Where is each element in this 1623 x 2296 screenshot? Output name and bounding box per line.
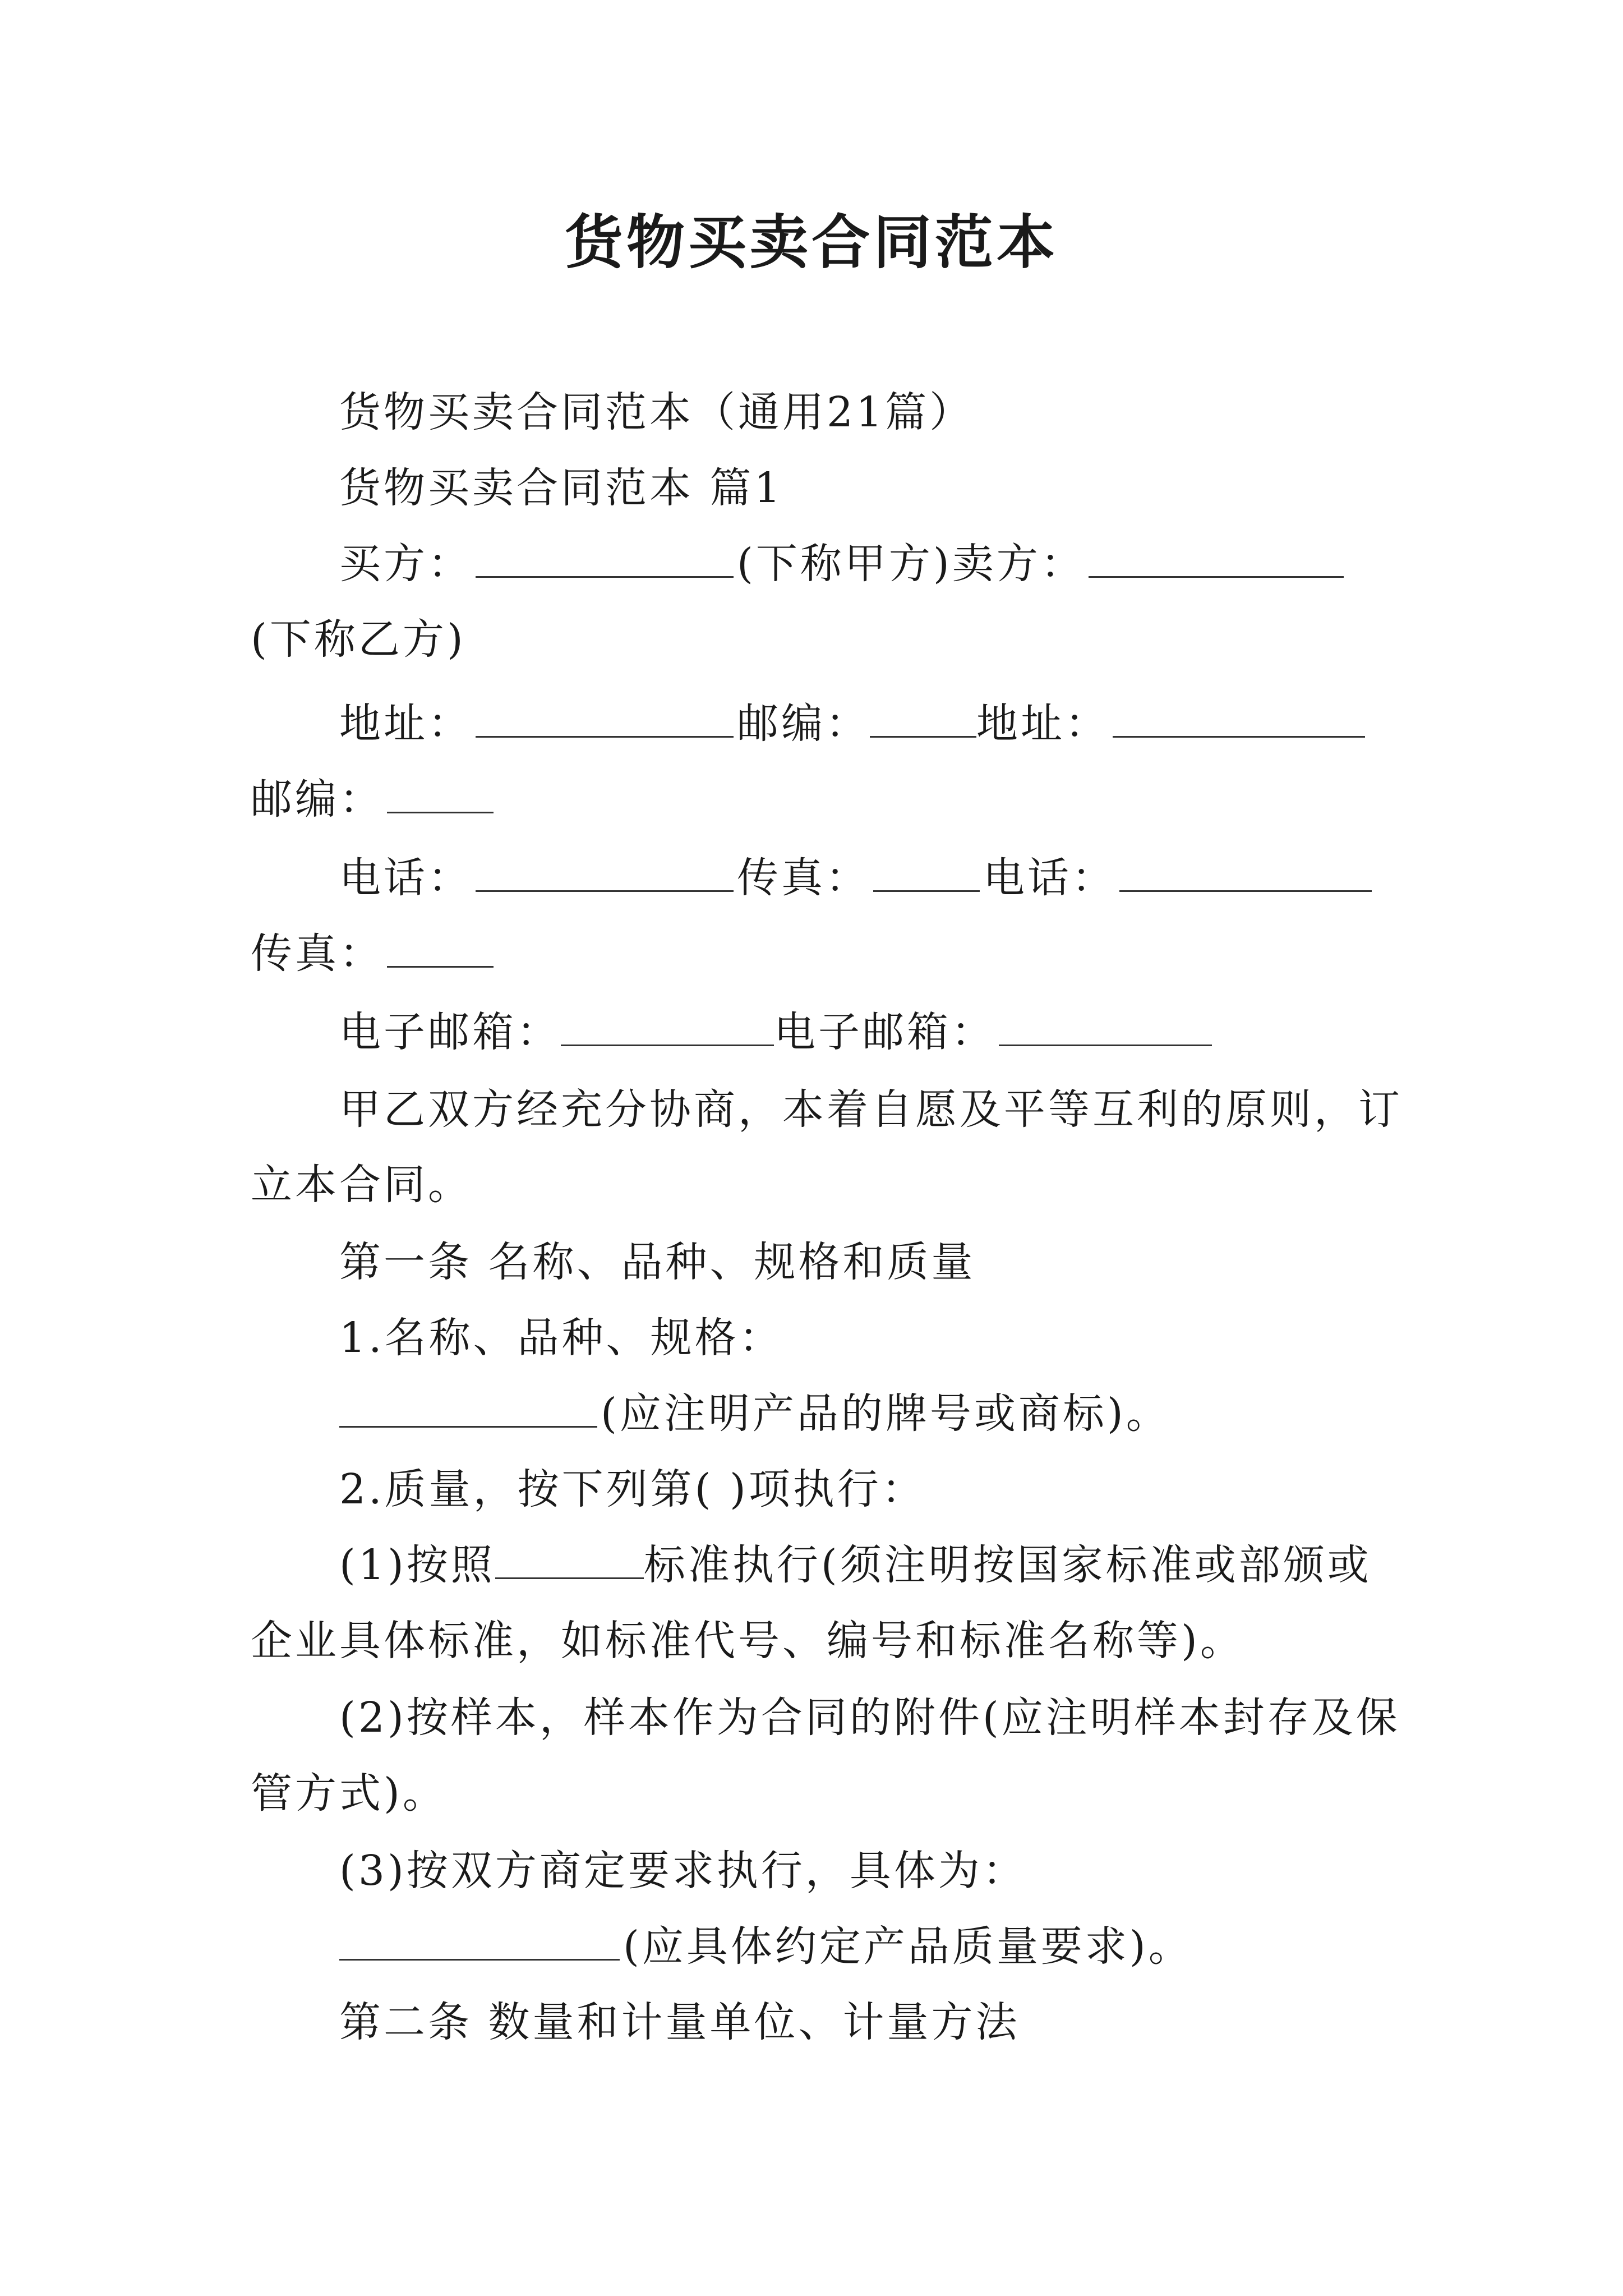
email-line bbox=[339, 1004, 1389, 1060]
quality-option-2: (2)按样本，样本作为合同的附件(应注明样本封存及保 bbox=[339, 1694, 1400, 1742]
email-label-b: 电子邮箱： bbox=[774, 1008, 995, 1056]
seller-suffix: (下称乙方) bbox=[251, 615, 466, 664]
postcode-blank-b[interactable] bbox=[387, 776, 494, 813]
standard-blank[interactable] bbox=[495, 1542, 644, 1579]
phone-blank-a[interactable] bbox=[476, 855, 734, 892]
email-label-a: 电子邮箱： bbox=[339, 1008, 561, 1056]
article-one-heading: 第一条 名称、品种、规格和质量 bbox=[339, 1238, 976, 1286]
address-label-b: 地址： bbox=[976, 700, 1109, 748]
fax-blank-a[interactable] bbox=[873, 855, 980, 892]
paragraph-agreement: 甲乙双方经充分协商，本着自愿及平等互利的原则，订 bbox=[339, 1085, 1403, 1134]
email-blank-b[interactable] bbox=[999, 1009, 1212, 1046]
postcode-line bbox=[251, 771, 1389, 827]
quality-option-1 bbox=[339, 1537, 1389, 1593]
quality-option-3: (3)按双方商定要求执行，具体为： bbox=[339, 1847, 1027, 1895]
phone-label-b: 电话： bbox=[983, 854, 1116, 902]
quality-option-3-blank-line bbox=[339, 1918, 1389, 1975]
buyer-label: 买方： bbox=[339, 540, 472, 588]
article-two-heading: 第二条 数量和计量单位、计量方法 bbox=[339, 1998, 1020, 2046]
clause-1: 1.名称、品种、规格： bbox=[339, 1314, 783, 1362]
postcode-label-b: 邮编： bbox=[251, 775, 384, 823]
quality-option-2-cont: 管方式)。 bbox=[251, 1769, 447, 1818]
clause-1-blank-line bbox=[339, 1386, 1389, 1442]
clause-1-note: (应注明产品的牌号或商标)。 bbox=[601, 1389, 1170, 1438]
seller-blank[interactable] bbox=[1089, 541, 1344, 578]
postcode-blank-a[interactable] bbox=[870, 701, 976, 738]
postcode-label-a: 邮编： bbox=[737, 700, 870, 748]
document-title: 货物买卖合同范本 bbox=[564, 208, 1058, 277]
product-name-blank[interactable] bbox=[339, 1391, 597, 1428]
quality-requirement-blank[interactable] bbox=[339, 1924, 620, 1961]
phone-blank-b[interactable] bbox=[1119, 855, 1372, 892]
address-line bbox=[339, 696, 1389, 752]
buyer-blank[interactable] bbox=[476, 541, 734, 578]
fax-blank-b[interactable] bbox=[387, 931, 494, 968]
option-1-text: 标准执行(须注明按国家标准或部颁或 bbox=[643, 1541, 1372, 1589]
quality-option-1-cont: 企业具体标准，如标准代号、编号和标准名称等)。 bbox=[251, 1617, 1244, 1665]
address-label-a: 地址： bbox=[339, 700, 472, 748]
address-blank-b[interactable] bbox=[1113, 701, 1365, 738]
quality-option-3-note: (应具体约定产品质量要求)。 bbox=[623, 1922, 1193, 1971]
fax-line bbox=[251, 926, 1389, 982]
subtitle: 货物买卖合同范本（通用21篇） bbox=[339, 388, 974, 436]
paragraph-agreement-cont: 立本合同。 bbox=[251, 1161, 472, 1209]
fax-label-b: 传真： bbox=[251, 930, 384, 978]
buyer-seller-mid: (下称甲方)卖方： bbox=[737, 540, 1085, 588]
phone-line bbox=[339, 850, 1389, 906]
clause-2: 2.质量，按下列第( )项执行： bbox=[339, 1465, 926, 1513]
address-blank-a[interactable] bbox=[476, 701, 734, 738]
option-1-prefix: (1)按照 bbox=[339, 1541, 495, 1589]
email-blank-a[interactable] bbox=[561, 1009, 774, 1046]
section-heading: 货物买卖合同范本 篇1 bbox=[339, 464, 783, 512]
buyer-seller-line bbox=[339, 536, 1389, 592]
phone-label-a: 电话： bbox=[339, 854, 472, 902]
fax-label-a: 传真： bbox=[737, 854, 870, 902]
